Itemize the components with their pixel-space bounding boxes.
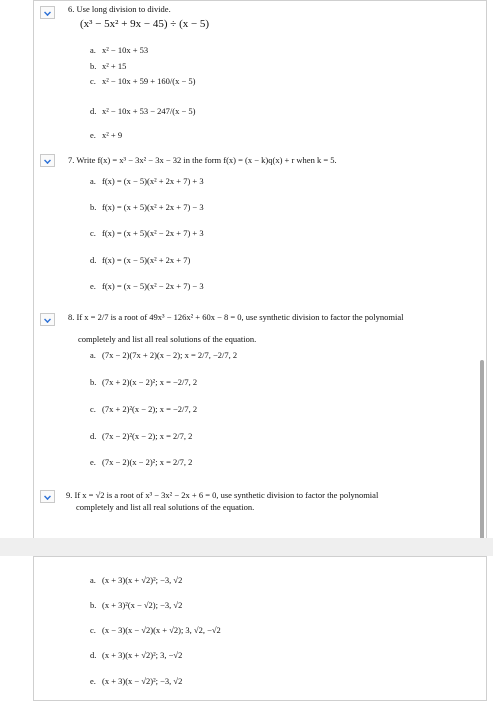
q7-option-c[interactable]: c. f(x) = (x + 5)(x² − 2x + 7) + 3 xyxy=(90,228,204,238)
q9-option-c[interactable]: c. (x − 3)(x − √2)(x + √2); 3, √2, −√2 xyxy=(90,625,221,635)
q6-collapse-toggle[interactable] xyxy=(40,6,55,19)
q9-prompt-continued: completely and list all real solutions of the equation. xyxy=(76,502,255,512)
q6-option-e[interactable]: e. x² + 9 xyxy=(90,130,123,140)
q7-collapse-toggle[interactable] xyxy=(40,154,55,167)
q9-option-a[interactable]: a. (x + 3)(x + √2)²; −3, √2 xyxy=(90,575,183,585)
q7-option-e[interactable]: e. f(x) = (x − 5)(x² − 2x + 7) − 3 xyxy=(90,281,204,291)
scroll-indicator[interactable] xyxy=(480,360,484,540)
q6-option-c[interactable]: c. x² − 10x + 59 + 160/(x − 5) xyxy=(90,76,196,86)
q6-expression: (x³ − 5x² + 9x − 45) ÷ (x − 5) xyxy=(80,18,210,30)
q9-option-d[interactable]: d. (x + 3)(x + √2)²; 3, −√2 xyxy=(90,650,183,660)
q8-prompt: 8. If x = 2/7 is a root of 49x³ − 126x² + 60x − 8 = 0, use synthetic division to factor the polynomial xyxy=(68,312,404,322)
q7-prompt: 7. Write f(x) = x³ − 3x² − 3x − 32 in the form f(x) = (x − k)q(x) + r when k = 5. xyxy=(68,155,337,165)
q6-prompt: 6. Use long division to divide. xyxy=(68,4,171,14)
q7-option-b[interactable]: b. f(x) = (x + 5)(x² + 2x + 7) − 3 xyxy=(90,202,204,212)
q8-option-a[interactable]: a. (7x − 2)(7x + 2)(x − 2); x = 2/7, −2/7, 2 xyxy=(90,350,238,360)
q8-option-c[interactable]: c. (7x + 2)²(x − 2); x = −2/7, 2 xyxy=(90,404,198,414)
q8-option-d[interactable]: d. (7x − 2)²(x − 2); x = 2/7, 2 xyxy=(90,431,193,441)
q8-option-e[interactable]: e. (7x − 2)(x − 2)²; x = 2/7, 2 xyxy=(90,457,193,467)
q9-collapse-toggle[interactable] xyxy=(40,490,55,503)
page-gap xyxy=(0,538,493,556)
q6-option-a[interactable]: a. x² − 10x + 53 xyxy=(90,45,149,55)
q6-option-b[interactable]: b. x² + 15 xyxy=(90,61,127,71)
q7-option-d[interactable]: d. f(x) = (x − 5)(x² + 2x + 7) xyxy=(90,255,191,265)
q6-option-d[interactable]: d. x² − 10x + 53 − 247/(x − 5) xyxy=(90,106,196,116)
q9-prompt: 9. If x = √2 is a root of x³ − 3x² − 2x + 6 = 0, use synthetic division to factor the polynomial xyxy=(66,490,379,500)
q9-option-b[interactable]: b. (x + 3)²(x − √2); −3, √2 xyxy=(90,600,183,610)
q8-option-b[interactable]: b. (7x + 2)(x − 2)²; x = −2/7, 2 xyxy=(90,377,198,387)
q7-option-a[interactable]: a. f(x) = (x − 5)(x² + 2x + 7) + 3 xyxy=(90,176,204,186)
q8-collapse-toggle[interactable] xyxy=(40,313,55,326)
q9-option-e[interactable]: e. (x + 3)(x − √2)²; −3, √2 xyxy=(90,676,183,686)
q8-prompt-continued: completely and list all real solutions of the equation. xyxy=(78,334,257,344)
